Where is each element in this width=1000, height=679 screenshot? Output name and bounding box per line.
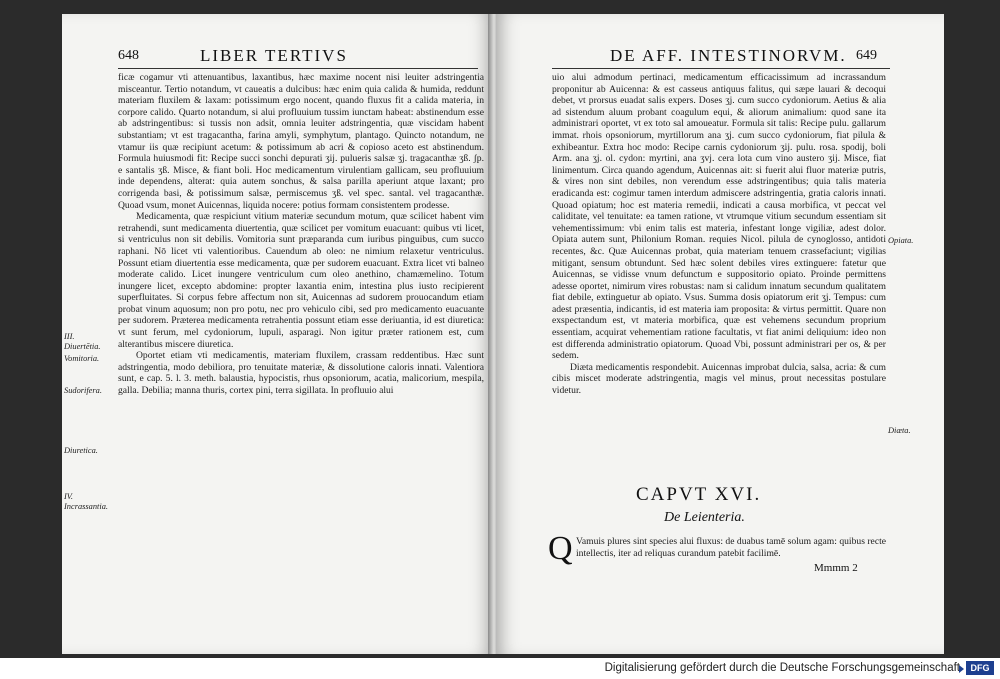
left-paragraph-1: ficæ cogamur vti attenuantibus, laxantibus, hæc maxime nocent nisi leuiter adstringentia misceantur. Tertio notandum, vt caueatis a dulcibus: hæc enim quia calida & humida, reddunt materiam fluxilem & laxam: potissimum ergo nocent, quando fluxus fit a calida materia, in corpore calido. Quarto notandum, si alui profluuium tussim iunctam habeat: abstinendum esse ab adstringentibus: si tussis non adsit, omnia leuiter adstringentia, quæ viscidam habent substantiam; vt est tragacantha, farina amyli, symphytum, plantago. Quinctο notandum, ne vtamur iis quæ recipiunt acetum: & potissimum ab acri & copioso aceto est abstinendum. Formula huiusmodi fit: Recipe succi sonchi depurati ʒij. pulueris salsæ ʒj. tragacanthæ ʒß. ʃp. e santalis ʒß. Misce, & fiant boli. Hoc medicamentum virulentiam gallicam, seu profluuium inde dependens, alterat: quia autem sonchus, & salsa parilla aperiunt atque laxant; pro corrigenda basi, & potissimum salsæ, permiscemus ʒß. vel spec. santal. vel tragacanthæ. Quoad vsum, monet Auicennas, liquida nocere: potius formam consistentem prodesse.: [118, 72, 484, 211]
margin-note-text: Incrassantia.: [64, 502, 108, 511]
right-body-text: [552, 72, 886, 397]
left-body-text: [118, 72, 484, 397]
left-header-rule: [118, 68, 478, 69]
chapter-opening-text: Vamuis plures sint species alui fluxus: de duabus tamē solum agam: quibus recte intellectis, iter ad reliquas curandum patebit facilimē.: [576, 536, 886, 559]
right-page-number: 649: [856, 48, 877, 63]
left-page: [62, 14, 492, 654]
right-running-head: DE AFF. INTESTINORVM.: [610, 46, 847, 65]
margin-note-diuretica: Diuretica.: [64, 446, 98, 455]
digitization-footer: [0, 658, 1000, 679]
margin-note-incrassantia: [64, 492, 110, 512]
left-paragraph-3: Oportet etiam vti medicamentis, materiam fluxilem, crassam reddentibus. Hæc sunt adstringentia, modo debiliora, pro tenuitate materiæ, & dissolutione caloris innati. Valentiora sunt, e cap. 5. l. 3. meth. balaustia, hypocistis, rhus opsoniorum, acatia, malicorium, mespila, galla. Debilia; manna thuris, cortex pini, terra sigillata. In profluuio alui: [118, 350, 484, 397]
funding-credit: Digitalisierung gefördert durch die Deutsche Forschungsgemeinschaft: [604, 662, 960, 674]
left-paragraph-2: Medicamenta, quæ respiciunt vitium materiæ secundum motum, quæ scilicet habent vim retrahendi, sunt medicamenta diuertentia, quæ scilicet per vomitum euacuant: quibus vti licet, si ventriculus non sit debilis. Vomitoria sunt præparanda cum iuribus pinguibus, cum succo raphani. Nō licet vti valentioribus. Cauendum ab oleo: ne nimium relaxetur ventriculus. Possunt etiam diuertentia esse medicamenta, quæ per sudorem euacuant. Extra licet vti balneo moderate calido. Licet inungere ventriculum cum oleo anethino, chamæmelino. Totum inungere licet, excepto abdomine: propter laxantia enim, intestina plus iusto recipierent superfluitates. Si corpus febre affectum non sit, Auicennas ad sudorem prouocandum etiam probat vinum aquosum; non pro potu, nec pro vehiculo cibi, sed pro medicamento euacuante per sudorem. Præterea medicamenta retrahentia possunt etiam esse deriuantia, id est diuretica: vt sunt ferum, mel cydoniorum, lupuli, asparagi. Non igitur præter rationem est, cum alterantibus miscere diuretica.: [118, 211, 484, 350]
margin-note-diuertentia: [64, 332, 110, 352]
right-paragraph-2: Diæta medicamentis respondebit. Auicennas improbat dulcia, salsa, acria: & cum cibis miscet moderate adstringentia, magis vel minus, prout necessitas postulare videtur.: [552, 361, 886, 397]
right-header-rule: [552, 68, 890, 69]
right-paragraph-1: uio alui admodum pertinaci, medicamentum efficacissimum ad incrassandum proponitur ab Auicenna: & est casseus antiquus falitus, qui sæpe lauari & decoqui debet, vt prorsus euadat salis expers. Doses ʒj. cum succo cydoniorum. Aetius & alia ad sistendum aluum probant coagulum equi, & aliorum animalium: quod sane ita administrari oportet, vt ex toto sal amoueatur. Formula sit talis: Recipe pulu. gallarum immat. rhois opsoniorum, myrtillorum ana ʒj. cum succo cydoniorum, fiat pilula & exhibeantur. Extra hoc modo: Recipe carnis cydoniorum ʒij. pulu. rosa. spodij, boli Arm. ana ʒj. ol. cydon: myrtini, ana ʒvj. cera lota cum vino austero ʒij. Misce, fiat linimentum. Circa quando agendum, Auicennas ait: si fuerit alui fluor materiæ putris, & vires non sint debiles, non verendum esse adstringentibus; quia talis materia eradicanda est: cogimur tamen interdum admiscere adstringentia, gratia caloris innati. Quoad opiatum; hoc est materia remedii, indicati a causa morbifica, vt peccat vel caliditate, vel tenuitate: ea tamen ratione, vt vtrumque vitium secundum essentiam sit vehementissimum: vbi enim talis est materia, infestant longe vigiliæ, adest dolor. Opiata autem sunt, Philonium Roman. requies Nicol. pilula de cynoglosso, antidoti recentes, &c. Quæ Auicennas probat, quia materiam tenuem crassefaciunt; vigilias mitigant, sensum obtundunt. Sed hæc solent debiles vires extinguere: fatetur que Auicennas, se vidisse vnum defunctum e suppositorio opiato. Proinde permittens adesse oportet, nimirum vires robustas: nam si calidum innatum secundum qualitatem fiat debile, extinguetur ab opiato. Vsus. Summa dosis opiatorum erit ʒj. Tempus: cum adest præsentia, indicantis, id est materia iam proposita: & virtus permittit. Quare non exspectandum est, vt materia morbifica, quæ est vehemens secundum proprium essentiam, acquirat vehementiam ratione facultatis, vt fiat animi deliquium: ideo non est differenda administratio opiatorum. Quoad Vbi, possunt administrari per os, & per sedem.: [552, 72, 886, 362]
margin-note-opiata: Opiata.: [888, 236, 914, 245]
left-page-number: 648: [118, 48, 139, 63]
left-running-head: LIBER TERTIVS: [200, 46, 348, 65]
chapter-subheading: De Leienteria.: [664, 510, 745, 525]
drop-cap: Q: [548, 530, 573, 567]
margin-numeral: IV.: [64, 492, 73, 501]
margin-note-vomitoria: Vomitoria.: [64, 354, 100, 363]
page-signature: Mmmm 2: [814, 562, 858, 574]
margin-note-diaeta: Diæta.: [888, 426, 911, 435]
margin-note-text: Diuertētia.: [64, 342, 101, 351]
dfg-logo: DFG: [966, 661, 994, 675]
arrow-icon: [959, 665, 964, 673]
chapter-heading: CAPVT XVI.: [636, 484, 762, 505]
margin-note-sudorifera: Sudorifera.: [64, 386, 102, 395]
right-page: [496, 14, 944, 654]
margin-numeral: III.: [64, 332, 75, 341]
